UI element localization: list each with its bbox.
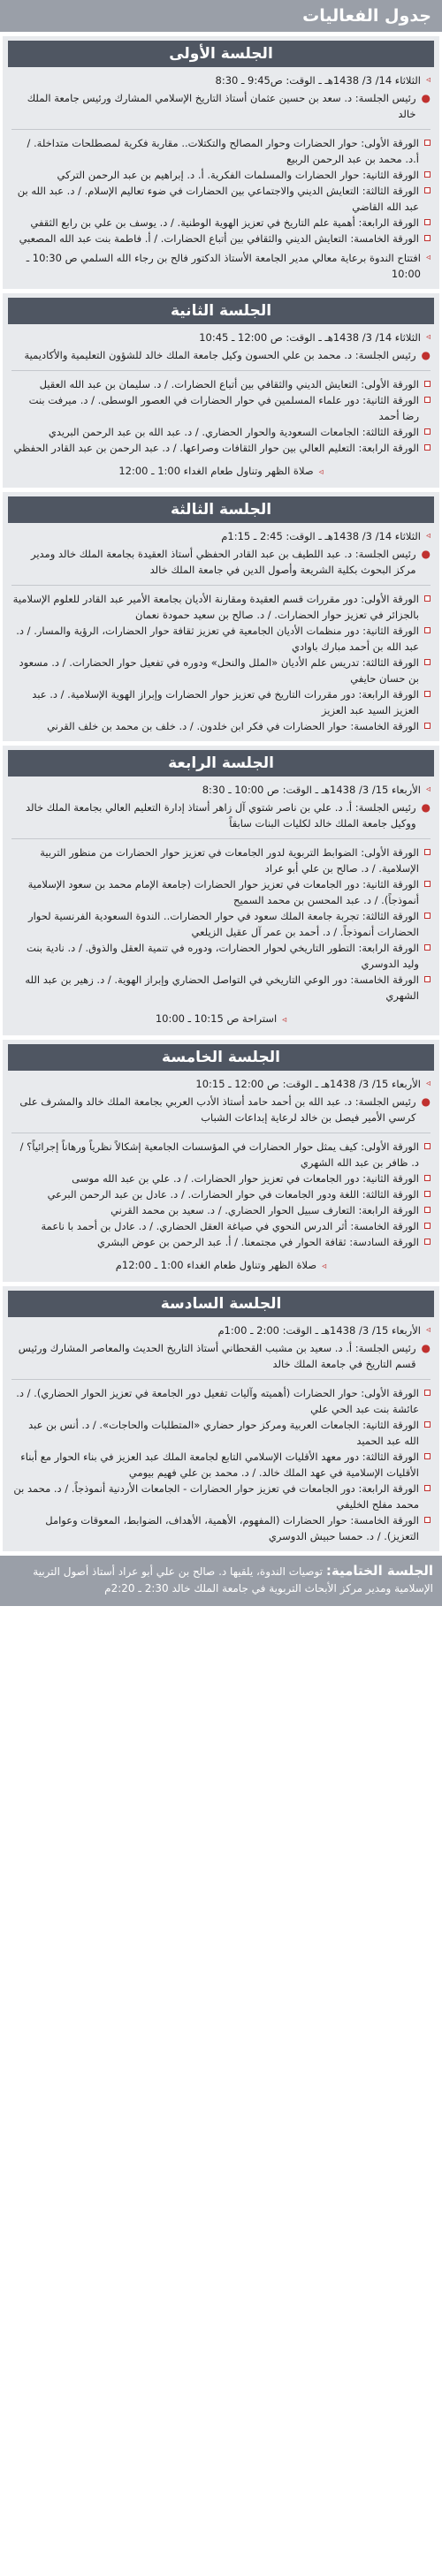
square-bullet-icon [424,1453,431,1459]
paper-item [11,1385,431,1417]
session-block [3,492,439,741]
square-bullet-icon [424,627,431,633]
session-date-time-text: الأربعاء 15/ 3/ 1438هـ ـ الوقت: ص 10:00 ـ 8:30 [202,784,421,796]
paper-item [11,231,431,246]
square-bullet-icon [424,187,431,193]
square-bullet-icon [424,140,431,146]
session-date-time-text: الثلاثاء 14/ 3/ 1438هـ ـ الوقت: ص 12:00 ـ 10:45 [199,331,421,344]
session-title: الجلسة الخامسة [8,1044,434,1071]
break-note [3,463,439,481]
divider [11,129,431,130]
session-block [3,1040,439,1282]
session-date-time-text: الأربعاء 15/ 3/ 1438هـ ـ الوقت: ص 12:00 ـ 10:15 [195,1078,421,1090]
paper-text: الورقة الرابعة: التطور التاريخي لحوار الحضارات، ودوره في تنمية العقل والذوق. / د. نادية بنت وليد الدوسري [27,942,419,970]
paper-text: الورقة الثالثة: التعايش الديني والاجتماعي بين الحضارات في ضوء تعاليم الإسلام. / د. عبد الله بن عبد الله القاضي [17,185,419,213]
paper-item [11,183,431,215]
bullet-dot-icon: ● [421,548,431,560]
square-bullet-icon [424,944,431,951]
opening-ceremony-note [3,250,439,282]
square-bullet-icon [424,219,431,225]
paper-item [11,440,431,456]
paper-text: الورقة الثالثة: تجربة جامعة الملك سعود في حوار الحضارات.. الندوة السعودية الفرنسية لحوار الحضارات أنموذجاً. / د. أحمد بن عمر آل عقيل الزيلعي [28,910,419,938]
paper-text: الورقة الأولى: الضوابط التربوية لدور الجامعات في تعزيز حوار الحضارات من منظور التربية الإسلامية. / د. صالح بن علي أبو عراد [40,846,419,875]
square-bullet-icon [424,171,431,178]
papers-list [3,1385,439,1544]
square-bullet-icon [424,849,431,855]
paper-text: الورقة الخامسة: أثر الدرس النحوي في صياغة العقل الحضاري. / د. عادل بن أحمد با ناعمة [41,1220,419,1232]
square-bullet-icon [424,595,431,602]
square-bullet-icon [424,444,431,451]
paper-item [11,1171,431,1186]
paper-item [11,1186,431,1202]
session-date-time [3,528,439,544]
session-chair-text: رئيس الجلسة: أ. د. علي بن ناصر شتوي آل زاهر أستاذ إدارة التعليم العالي بجامعة الملك خالد ووكيل جامعة الملك خالد لكليات البنات سابقاً [26,801,416,830]
paper-text: الورقة الرابعة: دور مقررات التاريخ في تعزيز حوار الحضارات وإبراز الهوية الإسلامية. / د. عبد العزيز السيد عبد العزيز [32,688,419,716]
square-bullet-icon [424,1207,431,1213]
square-bullet-icon [424,691,431,697]
square-bullet-icon [424,397,431,403]
session-date-time [3,330,439,345]
paper-item [11,376,431,392]
closing-session-title: الجلسة الختامية: [325,1563,433,1579]
paper-text: الورقة الثالثة: الجامعات السعودية والحوار الحضاري. / د. عبد الله بن عبد الرحمن البريدي [48,426,419,438]
paper-item [11,215,431,231]
paper-item [11,591,431,623]
paper-item [11,876,431,908]
square-bullet-icon [424,913,431,919]
paper-text: الورقة الأولى: حوار الحضارات وحوار المصالح والتكتلات.. مقاربة فكرية لمصطلحات متداخلة. / أ.د. محمد بن عبد الرحمن الربيع [27,137,419,165]
break-note [3,1257,439,1275]
session-chair [3,546,439,578]
bullet-dot-icon: ● [421,92,431,104]
arrow-marker-icon: ◃ [282,1015,287,1025]
paper-text: الورقة الثالثة: دور معهد الأقليات الإسلامي التابع لجامعة الملك عبد العزيز في بناء الحوار مع أبناء الأقليات الإسلامية في عهد الملك خالد. / د. محمد بن علي فهيم بيومي [20,1451,419,1479]
paper-text: الورقة السادسة: ثقافة الحوار في مجتمعنا. / أ. عبد الرحمن بن عوض البشري [96,1236,419,1248]
arrow-marker-icon: ◃ [425,784,431,794]
break-text: صلاة الظهر وتناول طعام الغداء 1:00 ـ 12:00م [115,1259,317,1271]
session-chair [3,347,439,363]
closing-session-text: توصيات الندوة، يلقيها د. صالح بن علي أبو عراد أستاذ أصول التربية الإسلامية ومدير مركز الأبحاث التربوية في جامعة الملك خالد 2:30 ـ 2:20م [33,1565,433,1595]
arrow-marker-icon: ◃ [425,531,431,541]
paper-text: الورقة الرابعة: التعارف سبيل الحوار الحضاري. / د. سعيد بن محمد القرني [110,1204,419,1216]
paper-item [11,1512,431,1544]
session-date-time-text: الثلاثاء 14/ 3/ 1438هـ ـ الوقت: ص9:45 ـ 8:30 [215,74,421,87]
paper-text: الورقة الرابعة: أهمية علم التاريخ في تعزيز الهوية الوطنية. / د. يوسف بن علي بن رابع الثقفي [30,216,419,229]
paper-text: الورقة الثانية: حوار الحضارات والمسلمات الفكرية. أ. د. إبراهيم بن عبد الرحمن التركي [57,169,419,181]
paper-item [11,655,431,686]
divider [11,1379,431,1380]
square-bullet-icon [424,1191,431,1197]
square-bullet-icon [424,723,431,729]
bullet-dot-icon: ● [421,349,431,361]
paper-text: الورقة الأولى: حوار الحضارات (أهميته وآليات تفعيل دور الجامعة في تعزيز الحوار الحضاري). / د. عائشة بنت عبد الحي علي [16,1387,419,1415]
session-chair-text: رئيس الجلسة: د. محمد بن علي الحسون وكيل جامعة الملك خالد للشؤون التعليمية والأكاديمية [24,349,416,361]
square-bullet-icon [424,1175,431,1181]
paper-item [11,845,431,876]
paper-text: الورقة الثانية: دور الجامعات في تعزيز حوار الحضارات (جامعة الإمام محمد بن سعود الإسلامية أنموذجاً). / د. عبد المحسن بن محمد السميح [27,878,419,906]
break-note [3,1011,439,1028]
square-bullet-icon [424,1485,431,1491]
divider [11,838,431,839]
paper-text: الورقة الثالثة: اللغة ودور الجامعات في حوار الحضارات. / د. عادل بن عبد الرحمن البرعي [47,1188,419,1201]
session-date-time [3,1322,439,1338]
paper-item [11,940,431,972]
paper-text: الورقة الرابعة: دور الجامعات في تعزيز حوار الحضارات - الجامعات الأردنية أنموذجاً. / د. محمد بن محمد مفلح الخليفي [13,1482,419,1511]
bullet-dot-icon: ● [421,1095,431,1108]
session-date-time [3,1076,439,1092]
session-block [3,293,439,488]
paper-item [11,718,431,734]
paper-text: الورقة الخامسة: حوار الحضارات (المفهوم، الأهمية، الأهداف، الضوابط، المعوقات وعوامل التعزيز). / د. حمسا حبيش الدوسري [45,1514,419,1542]
session-date-time [3,782,439,798]
paper-text: الورقة الخامسة: حوار الحضارات في فكر ابن خلدون. / د. خلف بن محمد بن خلف القرني [47,720,419,732]
session-title: الجلسة الأولى [8,41,434,67]
paper-item [11,1139,431,1171]
square-bullet-icon [424,1517,431,1523]
square-bullet-icon [424,235,431,241]
session-block [3,1286,439,1551]
paper-text: الورقة الأولى: كيف يمثل حوار الحضارات في المؤسسات الجامعية إشكالاً نظرياً ورهاناً إجرائياً؟ / د. ظافر بن عبد الله الشهري [19,1140,419,1169]
papers-list [3,376,439,456]
arrow-marker-icon: ◃ [425,1079,431,1088]
paper-text: الورقة الخامسة: التعايش الديني والثقافي بين أتباع الحضارات. / أ. فاطمة بنت عبد الله المصعبي [19,232,419,245]
square-bullet-icon [424,1421,431,1428]
session-title: الجلسة السادسة [8,1291,434,1317]
sessions-list [0,36,442,1551]
arrow-marker-icon: ◃ [425,1325,431,1335]
page-title: جدول الفعاليات [0,0,442,32]
paper-item [11,908,431,940]
divider [11,370,431,371]
session-chair [3,1094,439,1125]
paper-text: الورقة الرابعة: التعليم العالي بين حوار الثقافات وصراعها. / د. عبد الرحمن بن عبد القادر الحفظي [13,442,419,454]
session-title: الجلسة الرابعة [8,750,434,777]
paper-text: الورقة الثانية: دور منظمات الأديان الجامعية في تعزيز ثقافة حوار الحضارات، الرؤية والمسار. / د. عبد الله بن أحمد مبارك باوادي [16,625,419,653]
arrow-marker-icon: ◃ [425,75,431,85]
paper-text: الورقة الثالثة: تدريس علم الأديان «الملل والنحل» ودوره في تفعيل حوار الحضارات. / د. مسعود بن حسان حايفي [19,656,419,685]
paper-item [11,1234,431,1250]
closing-session-box [0,1556,442,1606]
paper-item [11,1449,431,1481]
bullet-dot-icon: ● [421,801,431,814]
session-chair-text: رئيس الجلسة: أ. د. سعيد بن مشبب القحطاني أستاذ التاريخ الحديث والمعاصر المشارك ورئيس قسم التاريخ في جامعة الملك خالد [18,1342,416,1370]
square-bullet-icon [424,1239,431,1245]
session-title: الجلسة الثالثة [8,496,434,523]
bullet-dot-icon: ● [421,1342,431,1354]
papers-list [3,845,439,1004]
square-bullet-icon [424,1390,431,1396]
paper-item [11,424,431,440]
paper-text: الورقة الثانية: دور علماء المسلمين في حوار الحضارات في العصور الوسطى. / د. ميرفت بنت رضا أحمد [28,394,419,422]
square-bullet-icon [424,976,431,982]
paper-item [11,972,431,1004]
divider [11,585,431,586]
session-date-time [3,72,439,88]
session-chair-text: رئيس الجلسة: د. سعد بن حسين عثمان أستاذ التاريخ الإسلامي المشارك ورئيس جامعة الملك خالد [27,92,416,120]
paper-text: الورقة الخامسة: دور الوعي التاريخي في التواصل الحضاري وإبراز الهوية. / د. زهير بن عبد الله الشهري [25,974,419,1002]
session-chair [3,799,439,831]
paper-item [11,686,431,718]
break-text: استراحة ص 10:15 ـ 10:00 [155,1012,278,1025]
break-text: صلاة الظهر وتناول طعام الغداء 1:00 ـ 12:00 [118,465,314,477]
square-bullet-icon [424,881,431,887]
paper-item [11,167,431,183]
paper-item [11,1417,431,1449]
paper-item [11,1481,431,1512]
square-bullet-icon [424,428,431,435]
arrow-marker-icon: ◃ [425,332,431,342]
arrow-marker-icon: ◃ [322,1261,327,1271]
square-bullet-icon [424,1223,431,1229]
paper-text: الورقة الثانية: الجامعات العربية ومركز حوار حضاري «المتطلبات والحاجات». / د. أنس بن عبد الله عبد الحميد [28,1419,419,1447]
square-bullet-icon [424,1143,431,1149]
paper-text: الورقة الثانية: دور الجامعات في تعزيز حوار الحضارات. / د. علي بن عبد الله موسى [72,1172,419,1185]
paper-text: الورقة الأولى: التعايش الديني والثقافي بين أتباع الحضارات. / د. سليمان بن عبد الله العقيل [39,378,419,390]
session-chair [3,90,439,122]
papers-list [3,591,439,734]
paper-item [11,135,431,167]
session-block [3,36,439,289]
opening-ceremony-text: افتتاح الندوة برعاية معالي مدير الجامعة الأستاذ الدكتور فالح بن رجاء الله السلمي ص 10:30 ـ 10:00 [26,252,421,280]
square-bullet-icon [424,659,431,665]
paper-item [11,623,431,655]
session-date-time-text: الثلاثاء 14/ 3/ 1438هـ ـ الوقت: 2:45 ـ 1:15م [221,530,421,542]
paper-item [11,1202,431,1218]
arrow-marker-icon: ◃ [425,253,431,262]
session-date-time-text: الأربعاء 15/ 3/ 1438هـ ـ الوقت: 2:00 ـ 1:00م [217,1324,421,1337]
session-chair [3,1340,439,1372]
arrow-marker-icon: ◃ [318,467,324,477]
paper-item [11,392,431,424]
paper-item [11,1218,431,1234]
session-block [3,746,439,1035]
session-chair-text: رئيس الجلسة: د. عبد الله بن أحمد حامد أستاذ الأدب العربي بجامعة الملك خالد والمشرف على كرسي الأمير فيصل بن خالد لرعاية إبداعات الشباب [19,1095,416,1124]
session-title: الجلسة الثانية [8,298,434,324]
session-chair-text: رئيس الجلسة: د. عبد اللطيف بن عبد القادر الحفظي أستاذ العقيدة بجامعة الملك خالد ومدير مركز البحوث بكلية الشريعة وأصول الدين في جامعة الملك خالد [30,548,416,576]
papers-list [3,1139,439,1250]
paper-text: الورقة الأولى: دور مقررات قسم العقيدة ومقارنة الأديان بجامعة الأمير عبد القادر للعلوم الإسلامية بالجزائر في تعزيز حوار الحضارات. / د. صالح بن سعيد حمودة نعمان [12,593,419,621]
papers-list [3,135,439,246]
square-bullet-icon [424,381,431,387]
